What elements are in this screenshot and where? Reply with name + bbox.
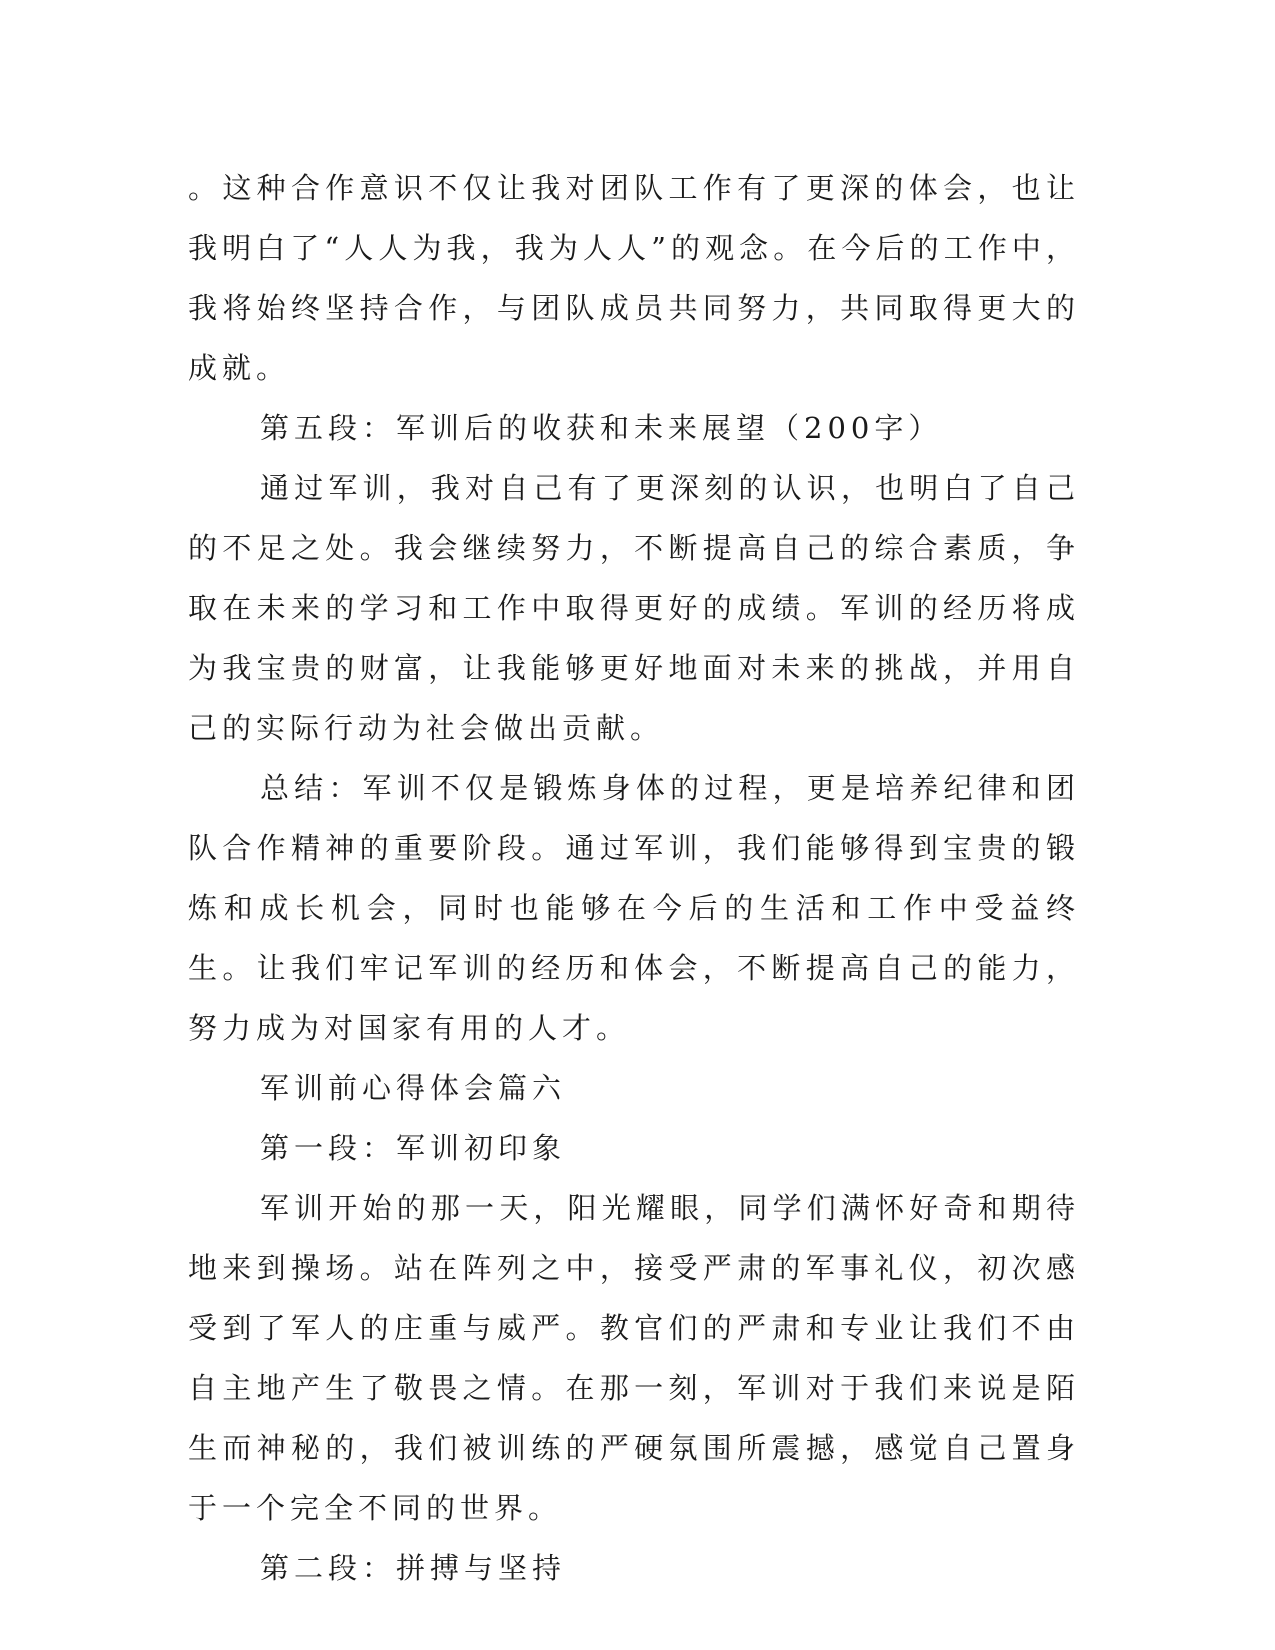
article-title-six: 军训前心得体会篇六 <box>260 1071 567 1105</box>
section-heading-two: 第二段：拼搏与坚持 <box>260 1551 567 1585</box>
section-heading-one: 第一段：军训初印象 <box>260 1131 567 1165</box>
paragraph-summary: 总结：军训不仅是锻炼身体的过程，更是培养纪律和团队合作精神的重要阶段。通过军训，我们能够得到宝贵的锻炼和成长机会，同时也能够在今后的生活和工作中受益终生。让我们牢记军训的经历和体会，不断提高自己的能力，努力成为对国家有用的人才。 <box>188 771 1080 1045</box>
paragraph-first-impression: 军训开始的那一天，阳光耀眼，同学们满怀好奇和期待地来到操场。站在阵列之中，接受严肃的军事礼仪，初次感受到了军人的庄重与威严。教官们的严肃和专业让我们不由自主地产生了敬畏之情。在那一刻，军训对于我们来说是陌生而神秘的，我们被训练的严硬氛围所震撼，感觉自己置身于一个完全不同的世界。 <box>188 1191 1080 1525</box>
document-body <box>188 158 1080 1598</box>
paragraph-gains: 通过军训，我对自己有了更深刻的认识，也明白了自己的不足之处。我会继续努力，不断提高自己的综合素质，争取在未来的学习和工作中取得更好的成绩。军训的经历将成为我宝贵的财富，让我能够更好地面对未来的挑战，并用自己的实际行动为社会做出贡献。 <box>188 471 1080 745</box>
section-heading-five: 第五段：军训后的收获和未来展望（200字） <box>260 411 943 445</box>
paragraph-teamwork-conclusion: 。这种合作意识不仅让我对团队工作有了更深的体会，也让我明白了“人人为我，我为人人”的观念。在今后的工作中，我将始终坚持合作，与团队成员共同努力，共同取得更大的成就。 <box>188 171 1080 385</box>
